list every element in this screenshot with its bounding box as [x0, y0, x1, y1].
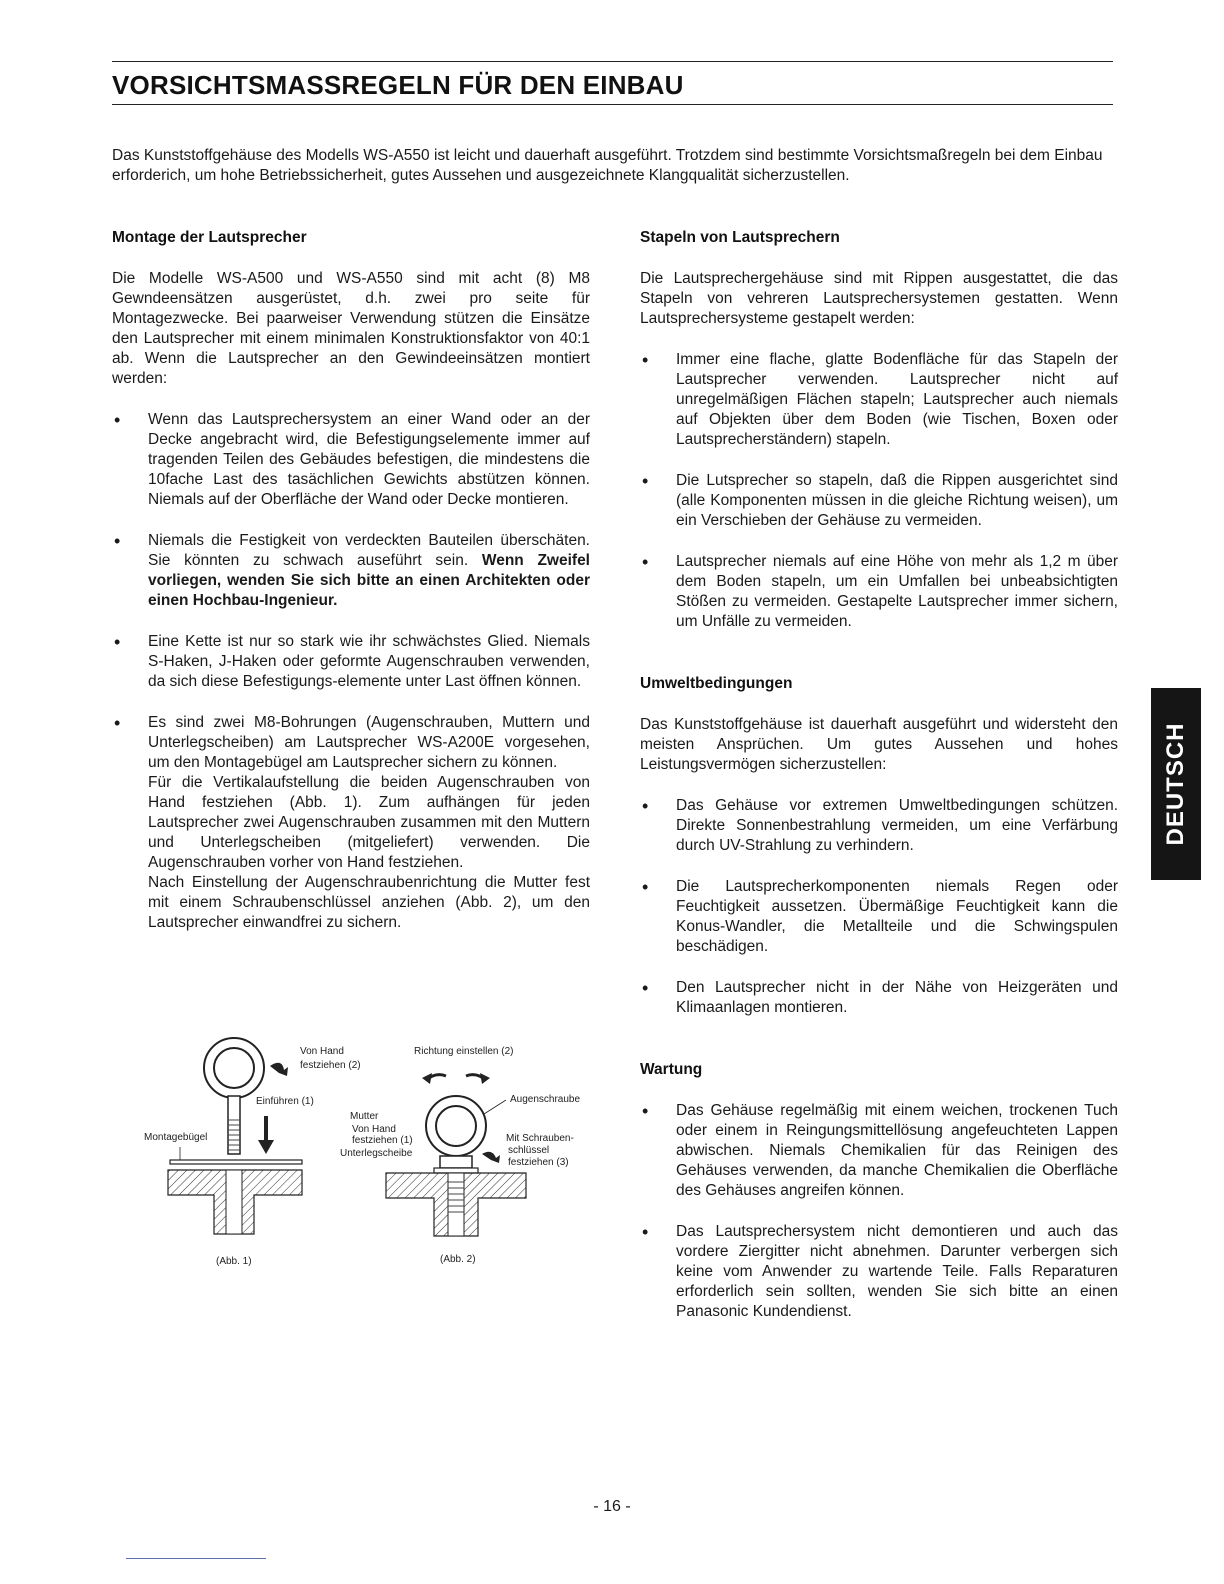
list-item: • Das Lautsprechersystem nicht demontieren und auch das vordere Ziergitter nicht abnehmen. Darunter verbergen sich keine vom Anwender zu wartende Teile. Falls Reparaturen erforderlich sein sollten, wenden Sie sich bitte an einen Panasonic Kundendienst.: [640, 1222, 1118, 1322]
washer: [434, 1168, 478, 1173]
figure-1: [144, 1038, 361, 1267]
nut: [440, 1156, 472, 1168]
list-item: • Eine Kette ist nur so stark wie ihr schwächstes Glied. Niemals S-Haken, J-Haken oder geformte Augenschrauben verwenden, da sich diese Befestigungs-elemente unter Last öffnen können.: [112, 632, 590, 692]
left-column: [112, 228, 590, 954]
eyebolt-ring-inner-2: [436, 1106, 476, 1146]
label-festziehen-1: festziehen (1): [352, 1135, 413, 1146]
montage-paragraph: Die Modelle WS-A500 und WS-A550 sind mit acht (8) M8 Gewndeensätzen ausgerüstet, d.h. zwei pro seite für Montagezwecke. Bei paarweiser Verwendung stützen die Einsätze den Lautsprecher mit einem minimalen Konstruktionsfaktor von 40:1 ab. Wenn die Lautsprecher an den Gewindeeinsätzen montiert werden:: [112, 270, 590, 387]
title-underline: [112, 104, 1113, 105]
label-augenschraube: Augenschraube: [510, 1094, 581, 1105]
label-schluessel: schlüssel: [508, 1145, 550, 1156]
section-heading-umwelt: Umweltbedingungen: [640, 675, 793, 692]
figure-2: [340, 1046, 580, 1265]
section-heading-montage: Montage der Lautsprecher: [112, 229, 307, 246]
umwelt-bullet-list: [640, 796, 1118, 1018]
page-title: VORSICHTSMASSREGELN FÜR DEN EINBAU: [112, 70, 684, 100]
list-item: • Das Gehäuse vor extremen Umweltbedingungen schützen. Direkte Sonnenbestrahlung vermeiden, um eine Verfärbung durch UV-Strahlung zu verhindern.: [640, 796, 1118, 856]
bottom-line: [126, 1558, 266, 1559]
intro-paragraph: Das Kunststoffgehäuse des Modells WS-A550 ist leicht und dauerhaft ausgeführt. Trotzdem sind bestimmte Vorsichtsmaßregeln bei dem Einbau erforderich, um hohe Betriebssicherheit, gutes Aussehen und ausgezeichnete Klangqualität sicherzustellen.: [112, 147, 1103, 184]
wartung-bullet-list: [640, 1101, 1118, 1322]
list-item: • Immer eine flache, glatte Bodenfläche für das Stapeln der Lautsprecher verwenden. Lautsprecher nicht auf unregelmäßigen Flächen stapeln; Lautsprecher auch niemals auf Objekten über dem Boden (wie Tischen, Boxen oder Lautsprecherständern) stapeln.: [640, 350, 1118, 450]
label-richtung: Richtung einstellen (2): [414, 1046, 514, 1057]
list-item: • Wenn das Lautsprechersystem an einer Wand oder an der Decke angebracht wird, die Befestigungselemente immer auf tragenden Teilen des Gebäudes befestigen, die mindestens die 10fache Last des tasächlichen Gewichts abstützen können. Niemals auf der Oberfläche der Wand oder Decke montieren.: [112, 410, 590, 510]
list-item: • Das Gehäuse regelmäßig mit einem weichen, trockenen Tuch oder einem in Reingungsmittellösung angefeuchteten Lappen abwischen. Niemals Chemikalien für das Reinigen des Gehäuses verwenden, da manche Chemikalien die Oberfläche des Gehäuses angreifen können.: [640, 1101, 1118, 1201]
label-abb-1: (Abb. 1): [216, 1256, 252, 1267]
montage-bullet-list: [112, 410, 590, 933]
label-unterlegscheibe: Unterlegscheibe: [340, 1148, 413, 1159]
right-column: [640, 228, 1118, 1343]
language-tab: [1151, 688, 1201, 880]
label-montagebuegel: Montagebügel: [144, 1132, 208, 1143]
warning-bold-text: Wenn Zweifel vorliegen, wenden Sie sich bitte an einen Architekten oder einen Hochbau-Ingenieur.: [148, 552, 590, 609]
label-mit-schrauben: Mit Schrauben-: [506, 1133, 574, 1144]
label-von-hand: Von Hand: [300, 1046, 344, 1057]
list-item: • Es sind zwei M8-Bohrungen (Augenschrauben, Muttern und Unterlegscheiben) am Lautsprecher WS-A200E vorgesehen, um den Montagebügel am Lautsprecher sichern zu können. Für die Vertikalaufstellung die beiden Augenschrauben von Hand festziehen (Abb. 1). Zum aufhängen für jeden Lautsprecher zwei Augenschrauben zusammen mit den Muttern und Unterlegscheiben (mitgeliefert) verwenden. Die Augenschrauben vorher von Hand festziehen. Nach Einstellung der Augenschraubenrichtung die Mutter fest mit einem Schraubenschlüssel anziehen (Abb. 2), um den Lautsprecher einwandfrei zu sichern.: [112, 713, 590, 933]
top-rule: [112, 61, 1113, 62]
language-tab-label: DEUTSCH: [1162, 722, 1189, 846]
stapeln-bullet-list: [640, 350, 1118, 632]
label-mutter: Mutter: [350, 1111, 379, 1122]
section-heading-wartung: Wartung: [640, 1061, 703, 1078]
label-abb-2: (Abb. 2): [440, 1254, 476, 1265]
stapeln-paragraph: Die Lautsprechergehäuse sind mit Rippen ausgestattet, die das Stapeln von vehreren Lautsprechersystemen gestatten. Wenn Lautsprechersysteme gestapelt werden:: [640, 270, 1118, 327]
list-item: • Lautsprecher niemals auf eine Höhe von mehr als 1,2 m über dem Boden stapeln, um ein Umfallen bei unbeabsichtigten Stößen zu vermeiden. Gestapelte Lautsprecher immer sichern, um Unfälle zu vermeiden.: [640, 552, 1118, 632]
umwelt-paragraph: Das Kunststoffgehäuse ist dauerhaft ausgeführt und widersteht den meisten Ansprüchen. Um gutes Aussehen und hohes Leistungsvermögen sicherzustellen:: [640, 716, 1118, 773]
list-item: • Die Lautsprecherkomponenten niemals Regen oder Feuchtigkeit aussetzen. Übermäßige Feuchtigkeit kann die Konus-Wandler, die Metallteile und die Schwingspulen beschädigen.: [640, 877, 1118, 957]
page-number: - 16 -: [593, 1498, 631, 1515]
label-einfuehren: Einführen (1): [256, 1096, 314, 1107]
label-festziehen-3: festziehen (3): [508, 1157, 569, 1168]
eyebolt-thread: [228, 1120, 240, 1150]
mounting-bracket: [170, 1160, 302, 1164]
list-item: • Die Lutsprecher so stapeln, daß die Rippen ausgerichtet sind (alle Komponenten müssen in die gleiche Richtung weisen), um ein Verschieben der Gehäuse zu vermeiden.: [640, 471, 1118, 531]
eyebolt-ring-inner: [214, 1048, 254, 1088]
mounting-figure: [140, 1030, 600, 1280]
label-von-hand-2: Von Hand: [352, 1124, 396, 1135]
list-item: • Den Lautsprecher nicht in der Nähe von Heizgeräten und Klimaanlagen montieren.: [640, 978, 1118, 1018]
list-item: • Niemals die Festigkeit von verdeckten Bauteilen überschäten. Sie könnten zu schwach auseführt sein. Wenn Zweifel vorliegen, wenden Sie sich bitte an einen Architekten oder einen Hochbau-Ingenieur.: [112, 531, 590, 611]
tighten-arrow-icon: [270, 1063, 288, 1076]
label-festziehen-2: festziehen (2): [300, 1060, 361, 1071]
section-heading-stapeln: Stapeln von Lautsprechern: [640, 229, 840, 246]
wrench-icon: [482, 1152, 500, 1163]
insert-arrow-icon: [264, 1116, 268, 1142]
